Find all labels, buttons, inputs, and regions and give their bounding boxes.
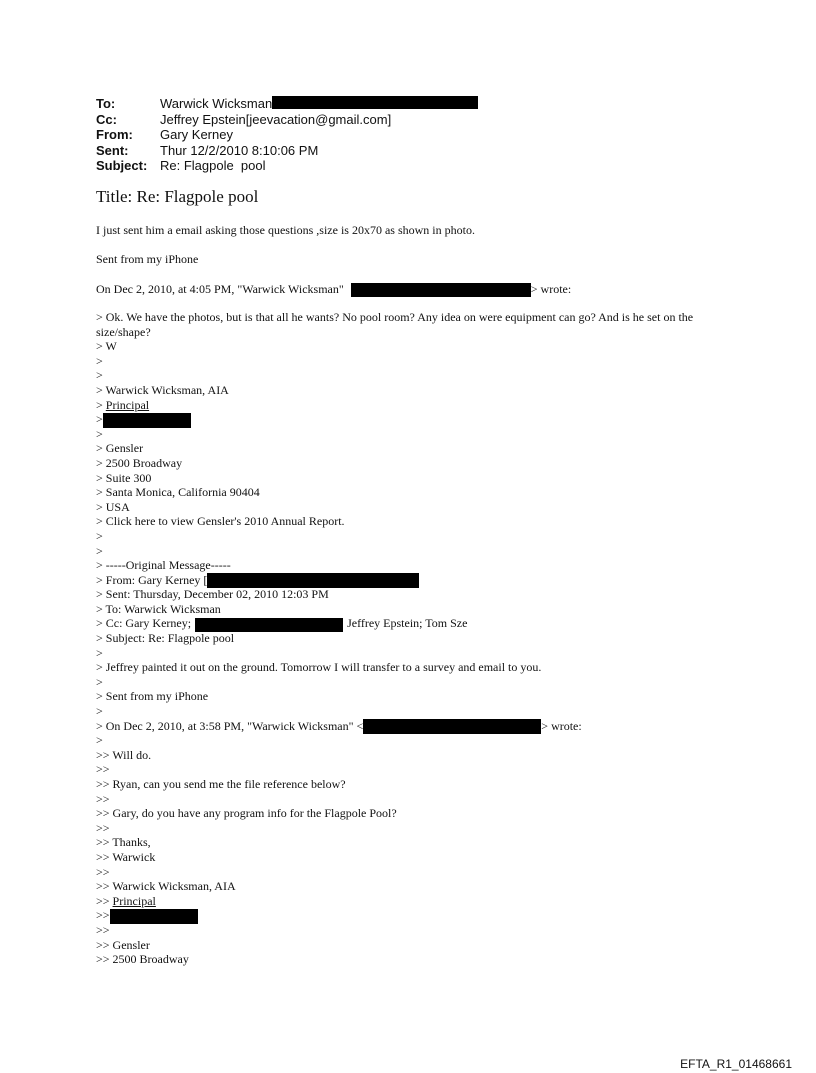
quote-line: > To: Warwick Wicksman bbox=[96, 601, 221, 616]
header-sent-row bbox=[96, 143, 716, 159]
quote-line bbox=[96, 616, 726, 631]
quote-line: >> Warwick bbox=[96, 849, 156, 864]
redaction-bar bbox=[351, 283, 531, 297]
redaction-bar bbox=[207, 573, 419, 588]
quote-text: > wrote: bbox=[541, 718, 582, 733]
from-value: Gary Kerney bbox=[160, 127, 233, 143]
quote-text: Jeffrey Epstein; Tom Sze bbox=[347, 616, 468, 631]
cc-label: Cc: bbox=[96, 111, 117, 127]
quote-line: > Gensler bbox=[96, 441, 144, 456]
quote-line: > bbox=[96, 704, 103, 719]
sent-label: Sent: bbox=[96, 142, 129, 158]
redaction-bar bbox=[110, 909, 198, 924]
quote-line: > Suite 300 bbox=[96, 470, 152, 485]
quote-line: > Santa Monica, California 90404 bbox=[96, 485, 260, 500]
signature-line: Sent from my iPhone bbox=[96, 252, 199, 266]
cc-value: Jeffrey Epstein[jeevacation@gmail.com] bbox=[160, 111, 392, 127]
quote-line: > bbox=[96, 733, 103, 748]
quote-line bbox=[96, 412, 726, 427]
quote-line: > bbox=[96, 353, 103, 368]
to-value: Warwick Wicksman bbox=[160, 96, 273, 111]
quote-line: > Sent from my iPhone bbox=[96, 689, 209, 704]
quote-line: > Subject: Re: Flagpole pool bbox=[96, 631, 235, 646]
quote-line: > Ok. We have the photos, but is that all he wants? No pool room? Any idea on were equipment can go? And is he set on the size/shape? bbox=[96, 310, 694, 339]
quote-line: >> bbox=[96, 820, 110, 835]
quote-text: > On Dec 2, 2010, at 3:58 PM, "Warwick Wicksman" < bbox=[96, 718, 364, 733]
quote-line: >> bbox=[96, 922, 110, 937]
quote-line: >> Gensler bbox=[96, 937, 150, 952]
quote-line: >> bbox=[96, 762, 110, 777]
quote-prefix: > bbox=[96, 397, 106, 412]
to-label: To: bbox=[96, 96, 116, 111]
redaction-bar bbox=[103, 413, 191, 428]
quote-line: >> Gary, do you have any program info for the Flagpole Pool? bbox=[96, 806, 397, 821]
header-subject-row bbox=[96, 158, 716, 174]
reply-attribution-text: On Dec 2, 2010, at 4:05 PM, "Warwick Wicksman" bbox=[96, 282, 344, 296]
subject-value: Re: Flagpole pool bbox=[160, 158, 266, 174]
sent-value: Thur 12/2/2010 8:10:06 PM bbox=[160, 142, 319, 158]
quote-line: > bbox=[96, 543, 103, 558]
body-paragraph-1: I just sent him a email asking those questions ,size is 20x70 as shown in photo. bbox=[96, 223, 475, 237]
quote-line: > bbox=[96, 368, 103, 383]
quote-line: > USA bbox=[96, 499, 130, 514]
quote-line: >> Will do. bbox=[96, 747, 152, 762]
subject-label: Subject: bbox=[96, 158, 148, 174]
email-header bbox=[96, 96, 716, 174]
quote-line bbox=[96, 719, 726, 734]
reply-attribution bbox=[96, 281, 571, 297]
quote-prefix: >> bbox=[96, 908, 110, 923]
from-label: From: bbox=[96, 127, 133, 143]
redaction-bar bbox=[272, 96, 478, 109]
quote-line: > bbox=[96, 645, 103, 660]
quote-line: > bbox=[96, 674, 103, 689]
quote-line bbox=[96, 398, 726, 413]
reply-attribution-end: > wrote: bbox=[530, 282, 572, 296]
quote-line bbox=[96, 908, 726, 923]
quoted-thread bbox=[96, 310, 726, 967]
quote-line bbox=[96, 894, 726, 909]
quote-line: > W bbox=[96, 339, 117, 354]
quote-line: >> bbox=[96, 791, 110, 806]
quote-line: > -----Original Message----- bbox=[96, 558, 231, 573]
quote-line: >> Warwick Wicksman, AIA bbox=[96, 879, 236, 894]
principal-label: Principal bbox=[105, 397, 150, 412]
quote-line: > Jeffrey painted it out on the ground. Tomorrow I will transfer to a survey and email to you. bbox=[96, 660, 542, 675]
quote-line: > Warwick Wicksman, AIA bbox=[96, 382, 229, 397]
quote-prefix: > bbox=[96, 412, 103, 427]
quote-line: > 2500 Broadway bbox=[96, 455, 183, 470]
header-to-row bbox=[96, 96, 716, 112]
quote-text: > From: Gary Kerney [ bbox=[96, 572, 208, 587]
quote-text: > Cc: Gary Kerney; bbox=[96, 616, 192, 631]
quote-line: >> Thanks, bbox=[96, 835, 151, 850]
header-from-row bbox=[96, 127, 716, 143]
principal-label: Principal bbox=[112, 893, 156, 908]
quote-prefix: >> bbox=[96, 893, 113, 908]
redaction-bar bbox=[195, 618, 343, 632]
quote-line: > Sent: Thursday, December 02, 2010 12:03 PM bbox=[96, 587, 329, 602]
header-cc-row bbox=[96, 112, 716, 128]
quote-line: >> Ryan, can you send me the file reference below? bbox=[96, 777, 346, 791]
quote-line: > bbox=[96, 426, 103, 441]
quote-line: > Click here to view Gensler's 2010 Annual Report. bbox=[96, 514, 345, 529]
document-id-footer: EFTA_R1_01468661 bbox=[680, 1057, 792, 1071]
quote-line: >> bbox=[96, 864, 110, 879]
quote-line: >> 2500 Broadway bbox=[96, 952, 189, 967]
quote-line: > bbox=[96, 528, 103, 543]
redaction-bar bbox=[363, 719, 541, 734]
email-title: Title: Re: Flagpole pool bbox=[96, 187, 259, 206]
quote-line bbox=[96, 573, 726, 588]
